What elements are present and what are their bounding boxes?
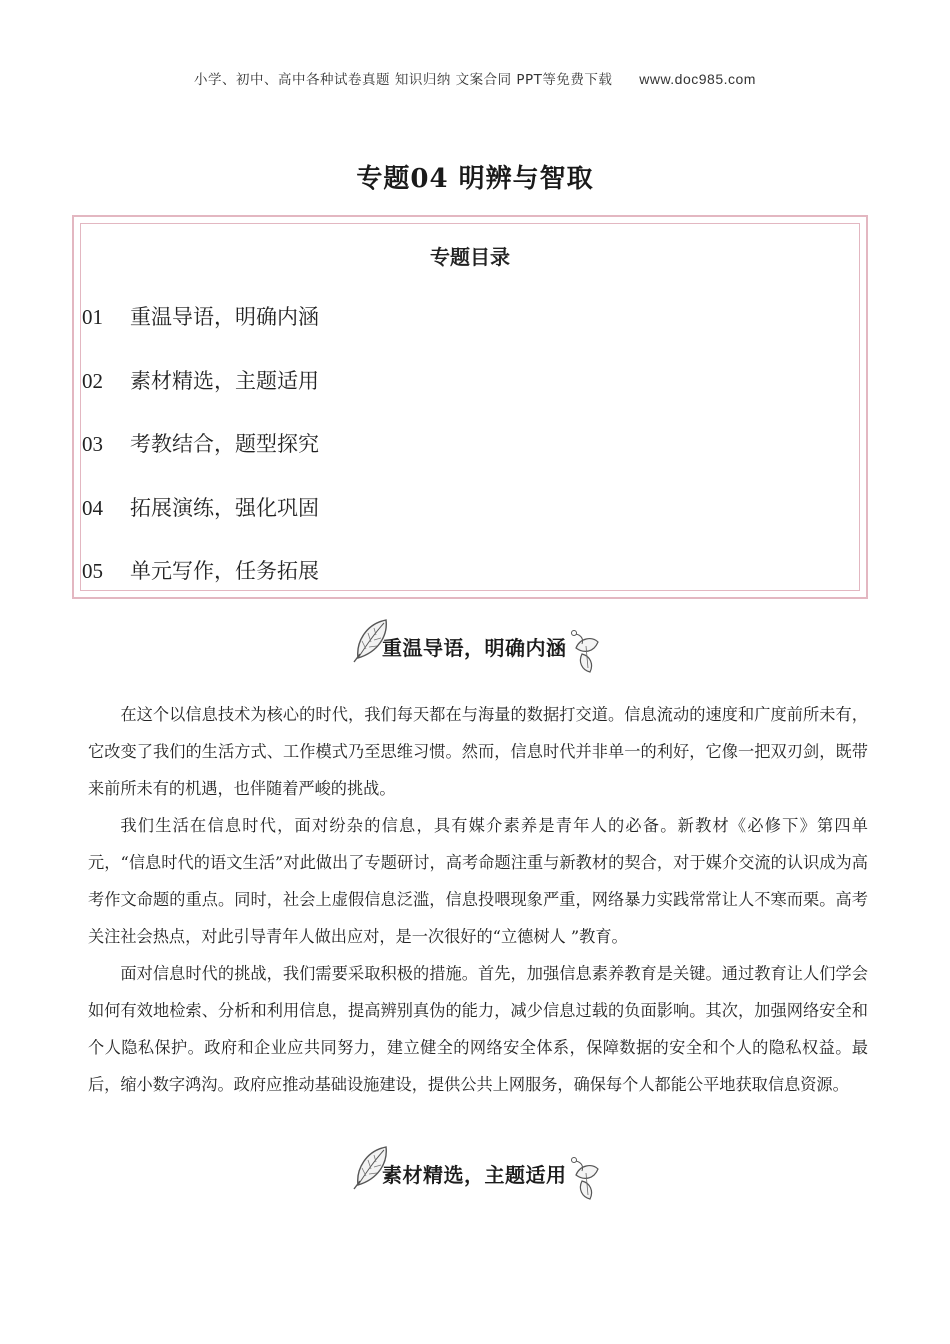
toc-item-label: 拓展演练，强化巩固 — [130, 496, 319, 520]
toc-item-number: 01 — [82, 305, 103, 329]
page-title: 专题04 明辨与智取 — [356, 164, 594, 194]
toc-item-03[interactable] — [82, 428, 319, 458]
toc-item-number: 02 — [82, 369, 103, 393]
toc-item-05[interactable] — [82, 555, 319, 585]
toc-item-label: 考教结合，题型探究 — [130, 432, 319, 456]
toc-heading: 专题目录 — [430, 245, 510, 269]
body-paragraph-3: 面对信息时代的挑战，我们需要采取积极的措施。首先，加强信息素养教育是关键。通过教育让人们学会如何有效地检索、分析和利用信息，提高辨别真伪的能力，减少信息过载的负面影响。其次，加强网络安全和个人隐私保护。政府和企业应共同努力，建立健全的网络安全体系，保障数据的安全和个人的隐私权益。最后，缩小数字鸿沟。政府应推动基础设施建设，提供公共上网服务，确保每个人都能公平地获取信息资源。 — [88, 964, 868, 1094]
header-text: 小学、初中、高中各种试卷真题 知识归纳 文案合同 PPT等免费下载 — [194, 72, 613, 88]
toc-item-label: 素材精选，主题适用 — [130, 369, 319, 393]
toc-inner-border — [80, 223, 860, 591]
section-banner-2 — [0, 1143, 950, 1203]
page-header — [0, 68, 950, 88]
toc-item-number: 04 — [82, 496, 103, 520]
header-url[interactable]: www.doc985.com — [639, 71, 756, 87]
body-paragraph-1: 在这个以信息技术为核心的时代，我们每天都在与海量的数据打交道。信息流动的速度和广度前所未有，它改变了我们的生活方式、工作模式乃至思维习惯。然而，信息时代并非单一的利好，它像一把双刃剑，既带来前所未有的机遇，也伴随着严峻的挑战。 — [88, 705, 868, 798]
flower-decoration-icon — [568, 1155, 608, 1203]
toc-item-label: 重温导语，明确内涵 — [130, 305, 319, 329]
section-banner-1 — [0, 616, 950, 676]
toc-item-02[interactable] — [82, 365, 319, 395]
section-title: 素材精选，主题适用 — [382, 1163, 567, 1187]
section-title: 重温导语，明确内涵 — [382, 636, 567, 660]
toc-item-04[interactable] — [82, 492, 319, 522]
toc-item-number: 03 — [82, 432, 103, 456]
toc-item-label: 单元写作，任务拓展 — [130, 559, 319, 583]
toc-item-number: 05 — [82, 559, 103, 583]
toc-item-01[interactable] — [82, 301, 319, 331]
table-of-contents — [72, 215, 868, 599]
body-paragraph-2: 我们生活在信息时代，面对纷杂的信息，具有媒介素养是青年人的必备。新教材《必修下》第四单元，“信息时代的语文生活”对此做出了专题研讨，高考命题注重与新教材的契合，对于媒介交流的认识成为高考作文命题的重点。同时，社会上虚假信息泛滥，信息投喂现象严重，网络暴力实践常常让人不寒而栗。高考关注社会热点，对此引导青年人做出应对，是一次很好的“立德树人 ”教育。 — [88, 816, 868, 946]
flower-decoration-icon — [568, 628, 608, 676]
